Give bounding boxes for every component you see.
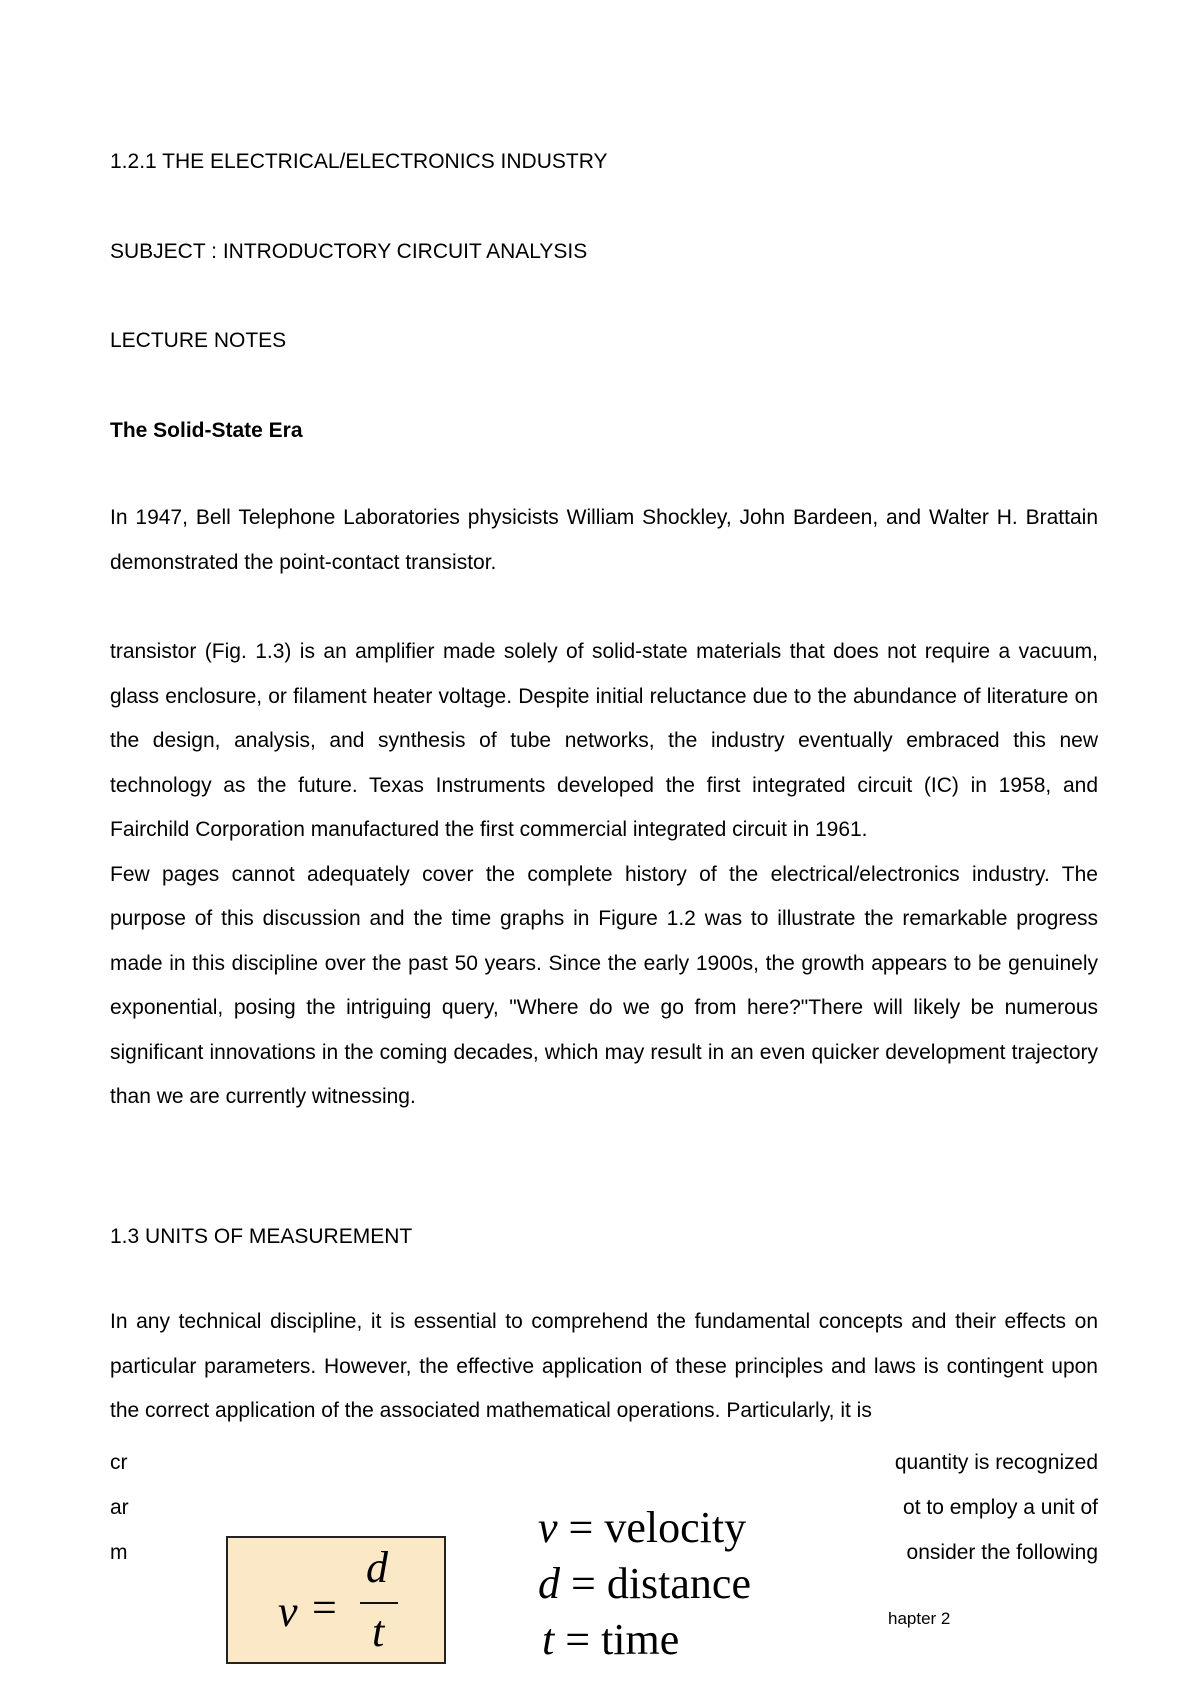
legend-symbol: t (542, 1615, 555, 1664)
solid-state-paragraph-1 (110, 496, 1098, 585)
occluded-fragment-right: ot to employ a unit of (903, 1496, 1098, 1519)
legend-row-velocity (538, 1502, 746, 1553)
formula-image (200, 1503, 890, 1698)
fraction-bar (360, 1602, 398, 1604)
subject-prefix: SUBJECT : (110, 240, 223, 263)
legend-meaning: time (601, 1615, 680, 1664)
solid-state-paragraph-2 (110, 630, 1098, 1120)
paragraph-text: transistor (Fig. 1.3) is an amplifier made solely of solid-state materials that does not require a vacuum, glass enclosure, or filament heater voltage. Despite initial reluctance due to the abundance of literature on the design, analysis, and synthesis of tube networks, the industry eventually embraced this new technology as the future. Texas Instruments developed the first integrated circuit (IC) in 1958, and Fairchild Corporation manufactured the first commercial integrated circuit in 1961. (110, 640, 1098, 841)
paragraph-text: In any technical discipline, it is essential to comprehend the fundamental concepts and their effects on particular parameters. However, the effective application of these principles and laws is contingent upon the correct application of the associated mathematical operations. Particularly, it is (110, 1310, 1098, 1422)
units-paragraph-1 (110, 1300, 1098, 1434)
legend-equals: = (560, 1559, 607, 1608)
legend-equals: = (557, 1503, 605, 1552)
units-heading: 1.3 UNITS OF MEASUREMENT (110, 1225, 413, 1248)
occluded-fragment-left: ar (110, 1496, 129, 1519)
velocity-formula-box (226, 1536, 446, 1664)
solid-state-heading: The Solid-State Era (110, 419, 303, 442)
formula-denominator: t (372, 1607, 385, 1656)
legend-row-time (542, 1614, 679, 1665)
occluded-fragment-right: quantity is recognized (894, 1451, 1098, 1474)
section-title: 1.2.1 THE ELECTRICAL/ELECTRONICS INDUSTRY (110, 150, 608, 173)
legend-meaning: distance (606, 1559, 751, 1608)
paragraph-text: In 1947, Bell Telephone Laboratories physicists William Shockley, John Bardeen, and Walter H. Brattain demonstrated the point-contact transistor. (110, 506, 1098, 574)
legend-symbol: d (538, 1559, 560, 1608)
formula-numerator: d (366, 1543, 388, 1592)
formula-equals: = (312, 1583, 337, 1632)
legend-equals: = (554, 1615, 602, 1664)
legend-meaning: velocity (604, 1503, 747, 1552)
chapter-label: hapter 2 (888, 1609, 951, 1628)
paragraph-text: Few pages cannot adequately cover the complete history of the electrical/electronics industry. The purpose of this discussion and the time graphs in Figure 1.2 was to illustrate the remarkable progress made in this discipline over the past 50 years. Since the early 1900s, the growth appears to be genuinely exponential, posing the intriguing query, "Where do we go from here?"There will likely be numerous significant innovations in the coming decades, which may result in an even quicker development trajectory than we are currently witnessing. (110, 862, 1098, 1108)
subject-name: INTRODUCTORY CIRCUIT ANALYSIS (222, 240, 588, 263)
occluded-fragment-left: cr (110, 1451, 128, 1474)
occluded-fragment-left: m (110, 1541, 128, 1564)
subject-line (110, 238, 587, 266)
formula-lhs: v (278, 1587, 298, 1636)
occluded-fragment-right: onsider the following (906, 1541, 1098, 1564)
legend-symbol: v (538, 1503, 558, 1552)
lecture-notes-label: LECTURE NOTES (110, 329, 287, 352)
legend-row-distance (538, 1558, 751, 1609)
